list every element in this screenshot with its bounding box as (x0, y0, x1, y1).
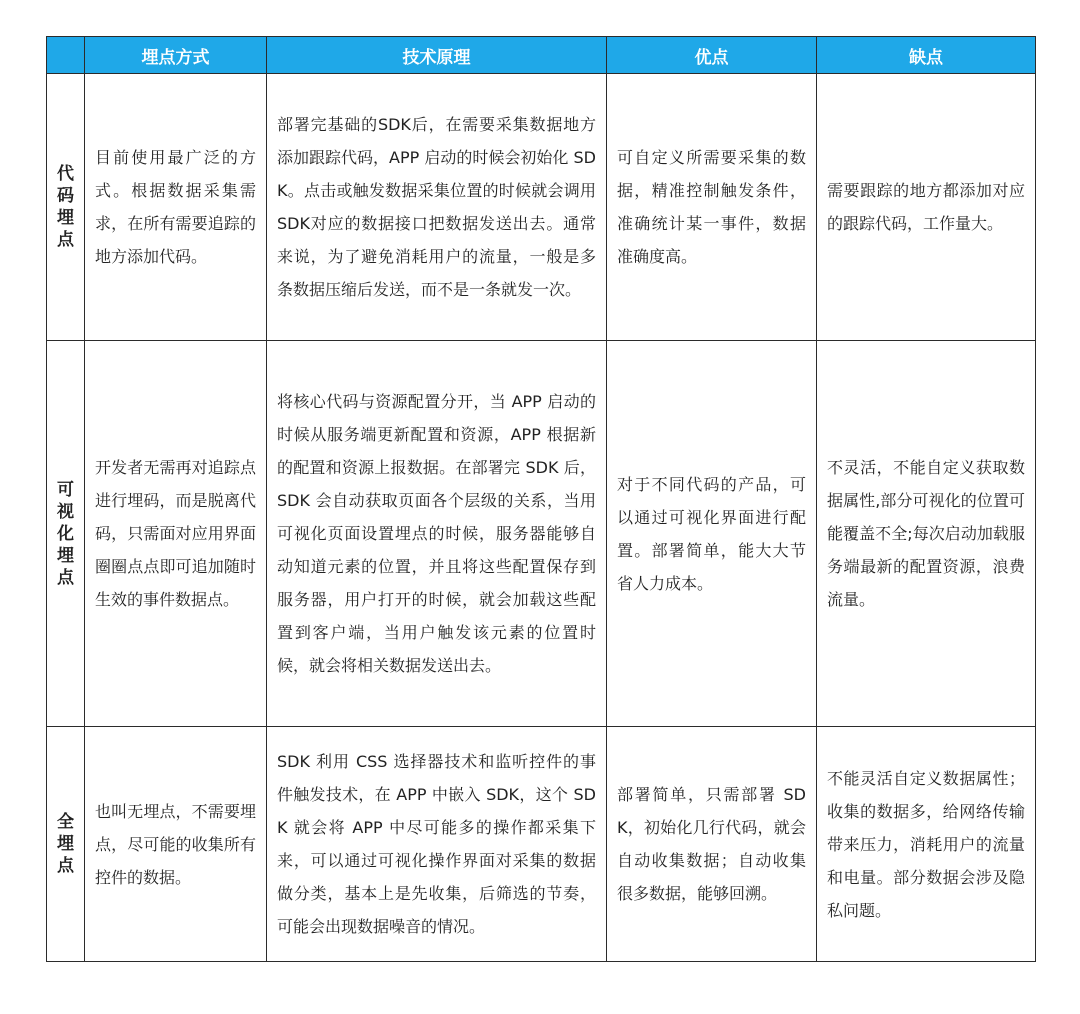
pros-cell: 可自定义所需要采集的数据，精准控制触发条件，准确统计某一事件，数据准确度高。 (607, 74, 817, 341)
method-label: 可视化埋点 (57, 479, 74, 588)
principle-cell: 将核心代码与资源配置分开，当 APP 启动的时候从服务端更新配置和资源，APP 根据新的配置和资源上报数据。在部署完 SDK 后，SDK 会自动获取页面各个层级的关系，当用可视化页面设置埋点的时候，服务器能够自动知道元素的位置，并且将这些配置保存到服务器，用户打开的时候，就会加载这些配置到客户端，当用户触发该元素的位置时候，就会将相关数据发送出去。 (267, 341, 607, 727)
table-row (47, 727, 1036, 962)
header-principle: 技术原理 (267, 37, 607, 74)
table-header-row (47, 37, 1036, 74)
method-label: 全埋点 (57, 812, 74, 876)
method-cell (47, 341, 85, 727)
header-approach: 埋点方式 (85, 37, 267, 74)
principle-cell: SDK 利用 CSS 选择器技术和监听控件的事件触发技术，在 APP 中嵌入 SDK，这个 SDK 就会将 APP 中尽可能多的操作都采集下来，可以通过可视化操作界面对采集的数据做分类，基本上是先收集，后筛选的节奏，可能会出现数据噪音的情况。 (267, 727, 607, 962)
principle-cell: 部署完基础的SDK后，在需要采集数据地方添加跟踪代码，APP 启动的时候会初始化 SDK。点击或触发数据采集位置的时候就会调用SDK对应的数据接口把数据发送出去。通常来说，为了避免消耗用户的流量，一般是多条数据压缩后发送，而不是一条就发一次。 (267, 74, 607, 341)
table-row (47, 341, 1036, 727)
header-cons: 缺点 (817, 37, 1036, 74)
pros-cell: 部署简单，只需部署 SDK，初始化几行代码，就会自动收集数据；自动收集很多数据，能够回溯。 (607, 727, 817, 962)
method-cell (47, 727, 85, 962)
method-label: 代码埋点 (57, 164, 74, 250)
method-cell (47, 74, 85, 341)
header-pros: 优点 (607, 37, 817, 74)
comparison-table (46, 36, 1036, 962)
approach-cell: 开发者无需再对追踪点进行埋码，而是脱离代码，只需面对应用界面圈圈点点即可追加随时生效的事件数据点。 (85, 341, 267, 727)
cons-cell: 不灵活，不能自定义获取数据属性,部分可视化的位置可能覆盖不全;每次启动加载服务端最新的配置资源，浪费流量。 (817, 341, 1036, 727)
cons-cell: 不能灵活自定义数据属性；收集的数据多，给网络传输带来压力，消耗用户的流量和电量。部分数据会涉及隐私问题。 (817, 727, 1036, 962)
header-corner (47, 37, 85, 74)
pros-cell: 对于不同代码的产品，可以通过可视化界面进行配置。部署简单，能大大节省人力成本。 (607, 341, 817, 727)
cons-cell: 需要跟踪的地方都添加对应的跟踪代码，工作量大。 (817, 74, 1036, 341)
table-row (47, 74, 1036, 341)
approach-cell: 也叫无埋点，不需要埋点，尽可能的收集所有控件的数据。 (85, 727, 267, 962)
approach-cell: 目前使用最广泛的方式。根据数据采集需求，在所有需要追踪的地方添加代码。 (85, 74, 267, 341)
